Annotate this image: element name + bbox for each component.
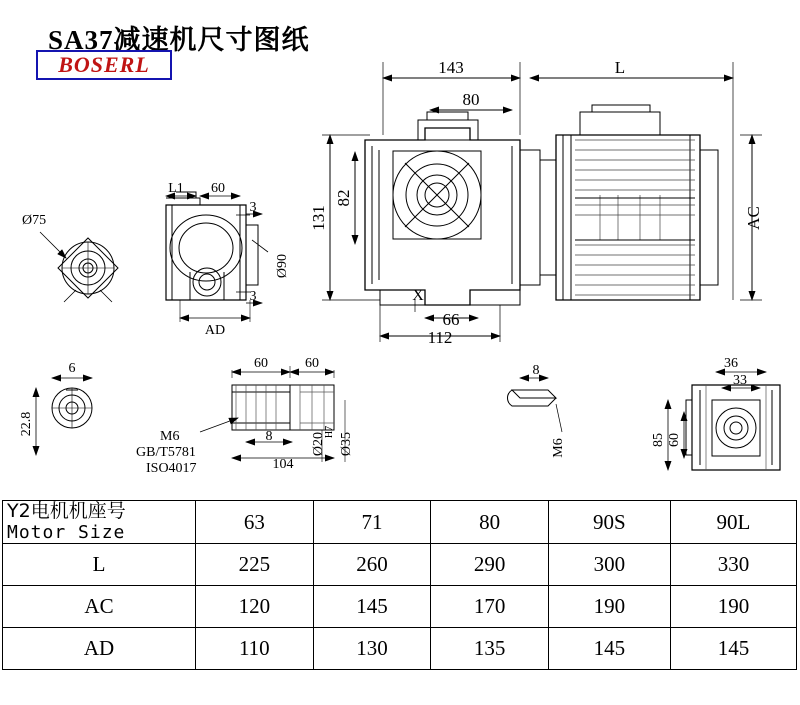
dim-66: 66 (442, 310, 460, 329)
dim-d75: Ø75 (22, 213, 47, 228)
cell-AC-0: 120 (196, 586, 314, 628)
dim-8-a: 8 (265, 429, 273, 444)
dim-AD: AD (204, 323, 226, 338)
brand-logo-text: BOSERL (58, 52, 150, 77)
dim-L1: L1 (168, 181, 184, 196)
dim-131: 131 (309, 205, 328, 231)
dim-3-b: 3 (249, 289, 257, 304)
label-iso-standard: ISO4017 (146, 461, 197, 476)
cell-AC-1: 145 (313, 586, 431, 628)
table-header-en: Motor Size (7, 522, 126, 543)
dimension-table (2, 500, 797, 670)
table-row (3, 544, 797, 586)
dim-22-8: 22.8 (19, 411, 34, 437)
table-col-1: 71 (313, 501, 431, 544)
dim-d35: Ø35 (339, 431, 354, 457)
cell-AD-0: 110 (196, 628, 314, 670)
table-header-row (3, 501, 797, 544)
label-gb-standard: GB/T5781 (136, 445, 196, 460)
cell-AD-2: 135 (431, 628, 549, 670)
cell-AD-4: 145 (670, 628, 796, 670)
table-row (3, 586, 797, 628)
dim-112: 112 (427, 328, 453, 347)
dim-L: L (614, 58, 626, 77)
page-title: SA37减速机尺寸图纸 (48, 25, 310, 55)
row-label-AD: AD (3, 628, 196, 670)
cell-L-4: 330 (670, 544, 796, 586)
dim-d90: Ø90 (275, 253, 290, 279)
dim-33: 33 (733, 373, 747, 388)
dim-M6-b: M6 (551, 438, 566, 458)
dim-d20: Ø20 (311, 431, 326, 457)
dim-85: 85 (651, 433, 666, 447)
table-col-2: 80 (431, 501, 549, 544)
dim-80: 80 (462, 90, 480, 109)
table-col-4: 90L (670, 501, 796, 544)
cell-AD-1: 130 (313, 628, 431, 670)
cell-AC-3: 190 (548, 586, 670, 628)
dim-6: 6 (68, 361, 76, 376)
cell-AC-4: 190 (670, 586, 796, 628)
dim-3-a: 3 (249, 200, 257, 215)
row-label-AC: AC (3, 586, 196, 628)
table-row (3, 628, 797, 670)
dim-104: 104 (272, 457, 294, 472)
table-header-motor-size (3, 501, 196, 544)
table-col-0: 63 (196, 501, 314, 544)
cell-L-1: 260 (313, 544, 431, 586)
dim-X: X (412, 287, 424, 304)
dim-60-c: 60 (305, 356, 319, 371)
cell-AC-2: 170 (431, 586, 549, 628)
dim-60-b: 60 (254, 356, 268, 371)
table-header-cn: Y2电机机座号 (7, 500, 126, 522)
cell-AD-3: 145 (548, 628, 670, 670)
label-M6-a: M6 (160, 429, 180, 444)
dim-60-d: 60 (667, 433, 682, 447)
dim-d20-tolerance: H7 (324, 425, 335, 439)
dim-60-a: 60 (211, 181, 225, 196)
dim-82: 82 (334, 189, 353, 207)
table-col-3: 90S (548, 501, 670, 544)
row-label-L: L (3, 544, 196, 586)
dim-8-b: 8 (532, 363, 540, 378)
dim-AC: AC (744, 206, 763, 230)
dim-143: 143 (438, 58, 464, 77)
cell-L-2: 290 (431, 544, 549, 586)
cell-L-0: 225 (196, 544, 314, 586)
cell-L-3: 300 (548, 544, 670, 586)
dim-36: 36 (724, 356, 738, 371)
